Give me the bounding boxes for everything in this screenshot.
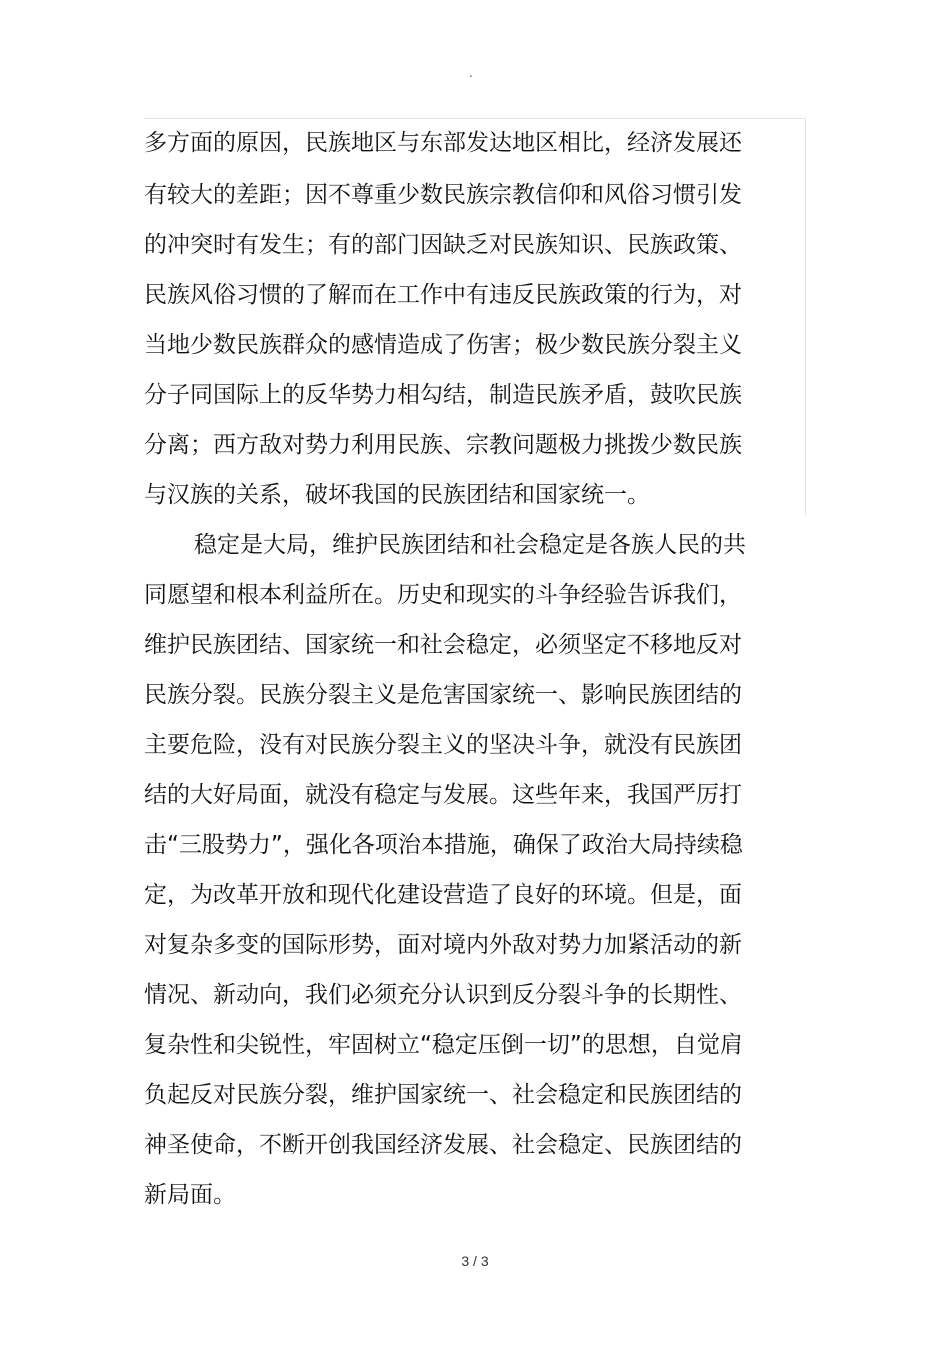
paragraph-1-line-3: 的冲突时有发生；有的部门因缺乏对民族知识、民族政策、	[144, 232, 742, 258]
paragraph-2-line-7: 击“三股势力”，强化各项治本措施，确保了政治大局持续稳	[144, 832, 743, 858]
paragraph-2-line-4: 民族分裂。民族分裂主义是危害国家统一、影响民族团结的	[144, 682, 742, 708]
paragraph-1-line-4: 民族风俗习惯的了解而在工作中有违反民族政策的行为，对	[144, 282, 742, 308]
paragraph-2-line-5: 主要危险，没有对民族分裂主义的坚决斗争，就没有民族团	[144, 732, 742, 758]
page-number: 3 / 3	[461, 1253, 489, 1269]
paragraph-2-line-12: 负起反对民族分裂，维护国家统一、社会稳定和民族团结的	[144, 1082, 742, 1108]
paragraph-2-line-1: 稳定是大局，维护民族团结和社会稳定是各族人民的共	[194, 532, 746, 558]
paragraph-1-line-7: 分离；西方敌对势力利用民族、宗教问题极力挑拨少数民族	[144, 432, 742, 458]
paragraph-1-line-8: 与汉族的关系，破坏我国的民族团结和国家统一。	[144, 482, 650, 508]
paragraph-2-line-3: 维护民族团结、国家统一和社会稳定，必须坚定不移地反对	[144, 632, 742, 658]
paragraph-1-line-2: 有较大的差距；因不尊重少数民族宗教信仰和风俗习惯引发	[144, 182, 742, 208]
paragraph-1-line-6: 分子同国际上的反华势力相勾结，制造民族矛盾，鼓吹民族	[144, 382, 742, 408]
paragraph-2-line-9: 对复杂多变的国际形势，面对境内外敌对势力加紧活动的新	[144, 932, 742, 958]
paragraph-2-line-14: 新局面。	[144, 1182, 236, 1208]
paragraph-2-line-2: 同愿望和根本利益所在。历史和现实的斗争经验告诉我们，	[144, 582, 742, 608]
paragraph-2-line-8: 定，为改革开放和现代化建设营造了良好的环境。但是，面	[144, 882, 742, 908]
paragraph-2-line-13: 神圣使命，不断开创我国经济发展、社会稳定、民族团结的	[144, 1132, 742, 1158]
paragraph-2-line-11: 复杂性和尖锐性，牢固树立“稳定压倒一切”的思想，自觉肩	[144, 1032, 743, 1058]
paragraph-2-line-6: 结的大好局面，就没有稳定与发展。这些年来，我国严厉打	[144, 782, 742, 808]
header-mark: .	[469, 66, 473, 80]
paragraph-1-line-1: 多方面的原因，民族地区与东部发达地区相比，经济发展还	[144, 130, 742, 156]
paragraph-2-line-10: 情况、新动向，我们必须充分认识到反分裂斗争的长期性、	[144, 982, 742, 1008]
paragraph-1-line-5: 当地少数民族群众的感情造成了伤害；极少数民族分裂主义	[144, 332, 742, 358]
